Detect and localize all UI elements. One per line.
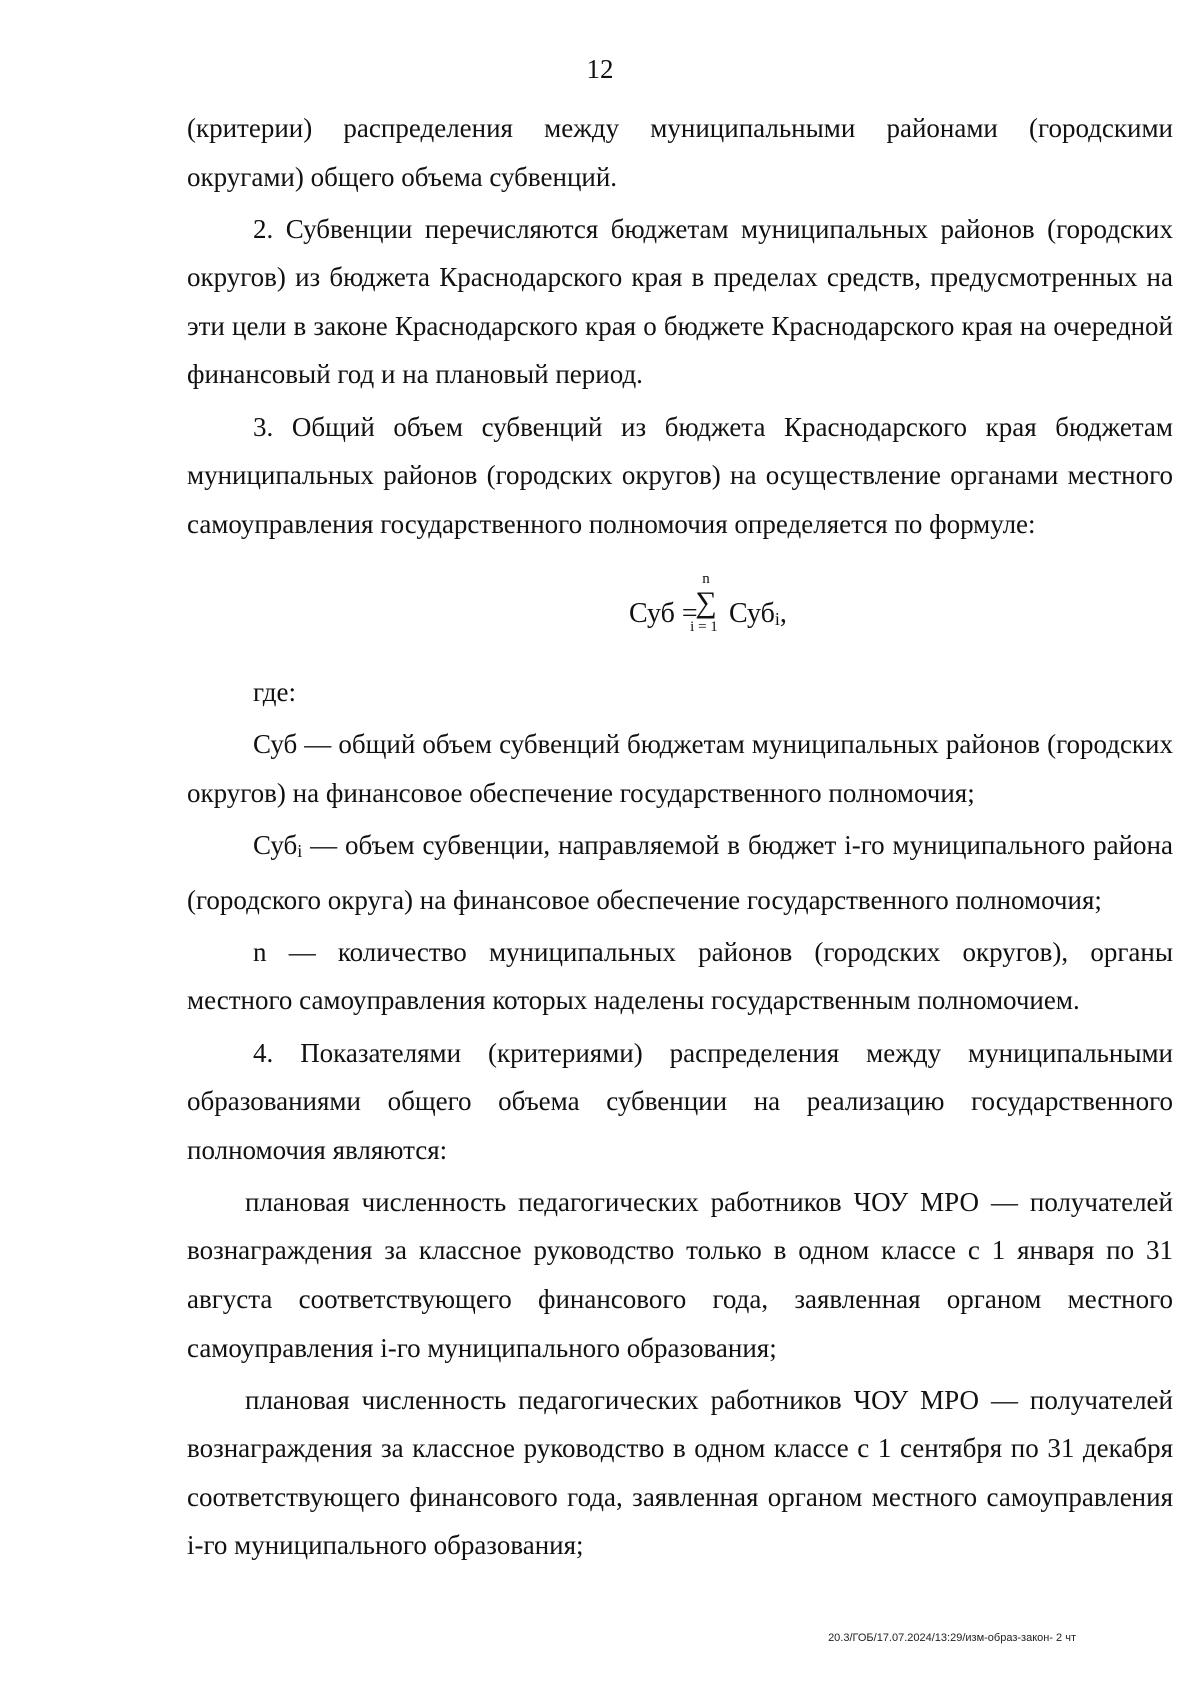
formula xyxy=(187,552,1173,664)
formula-rhs-tail: , xyxy=(779,597,787,629)
definition-sub-i-subscript: i xyxy=(297,841,303,862)
definition-sub-i-text: — объем субвенции, направляемой в бюджет i-го муниципального района (городского округа) на финансовое обеспечение государственного полномочия; xyxy=(187,830,1173,915)
formula-rhs-subscript: i xyxy=(774,608,780,629)
page-number: 12 xyxy=(586,54,614,84)
definition-sub-total: Суб — общий объем субвенций бюджетам муниципальных районов (городских округов) на финансовое обеспечение государственного полномочия; xyxy=(187,729,1173,809)
definition-sub-i xyxy=(187,821,1173,924)
definition-n: n — количество муниципальных районов (городских округов), органы местного самоуправления которых наделены государственным полномочием. xyxy=(187,936,1173,1016)
sigma-symbol: ∑ xyxy=(695,585,717,619)
where-label: где: xyxy=(253,676,296,707)
document-body xyxy=(187,104,1173,1574)
definition-sub-i-base: Суб xyxy=(253,830,298,861)
criterion-2: плановая численность педагогических работников ЧОУ МРО — получателей вознаграждения за классное руководство в одном классе с 1 сентября по 31 декабря соответствующего финансового года, заявленная органом местного самоуправления i-го муниципального образования; xyxy=(187,1384,1173,1561)
criterion-1: плановая численность педагогических работников ЧОУ МРО — получателей вознаграждения за классное руководство только в одном классе с 1 января по 31 августа соответствующего финансового года, заявленная органом местного самоуправления i-го муниципального образования; xyxy=(187,1186,1173,1363)
paragraph-2: 2. Субвенции перечисляются бюджетам муниципальных районов (городских округов) из бюджета Краснодарского края в пределах средств, предусмотренных на эти цели в законе Краснодарского края о бюджете Краснодарского края на очередной финансовый год и на плановый период. xyxy=(187,213,1173,390)
paragraph-3: 3. Общий объем субвенций из бюджета Краснодарского края бюджетам муниципальных районов (городских округов) на осуществление органами местного самоуправления государственного полномочия определяется по формуле: xyxy=(187,411,1173,539)
paragraph-1: (критерии) распределения между муниципальными районами (городскими округами) общего объема субвенций. xyxy=(187,113,1173,192)
summation xyxy=(690,570,722,636)
summation-upper-limit: n xyxy=(702,570,710,587)
summation-lower-limit: i = 1 xyxy=(690,618,718,635)
formula-rhs xyxy=(729,590,787,644)
formula-rhs-base: Суб xyxy=(729,597,775,629)
formula-lhs: Суб = xyxy=(629,597,698,629)
footer-stamp: 20.3/ГОБ/17.07.2024/13:29/изм-образ-закон- 2 чт xyxy=(828,1632,1076,1644)
paragraph-4: 4. Показателями (критериями) распределения между муниципальными образованиями общего объема субвенции на реализацию государственного полномочия являются: xyxy=(187,1037,1173,1165)
